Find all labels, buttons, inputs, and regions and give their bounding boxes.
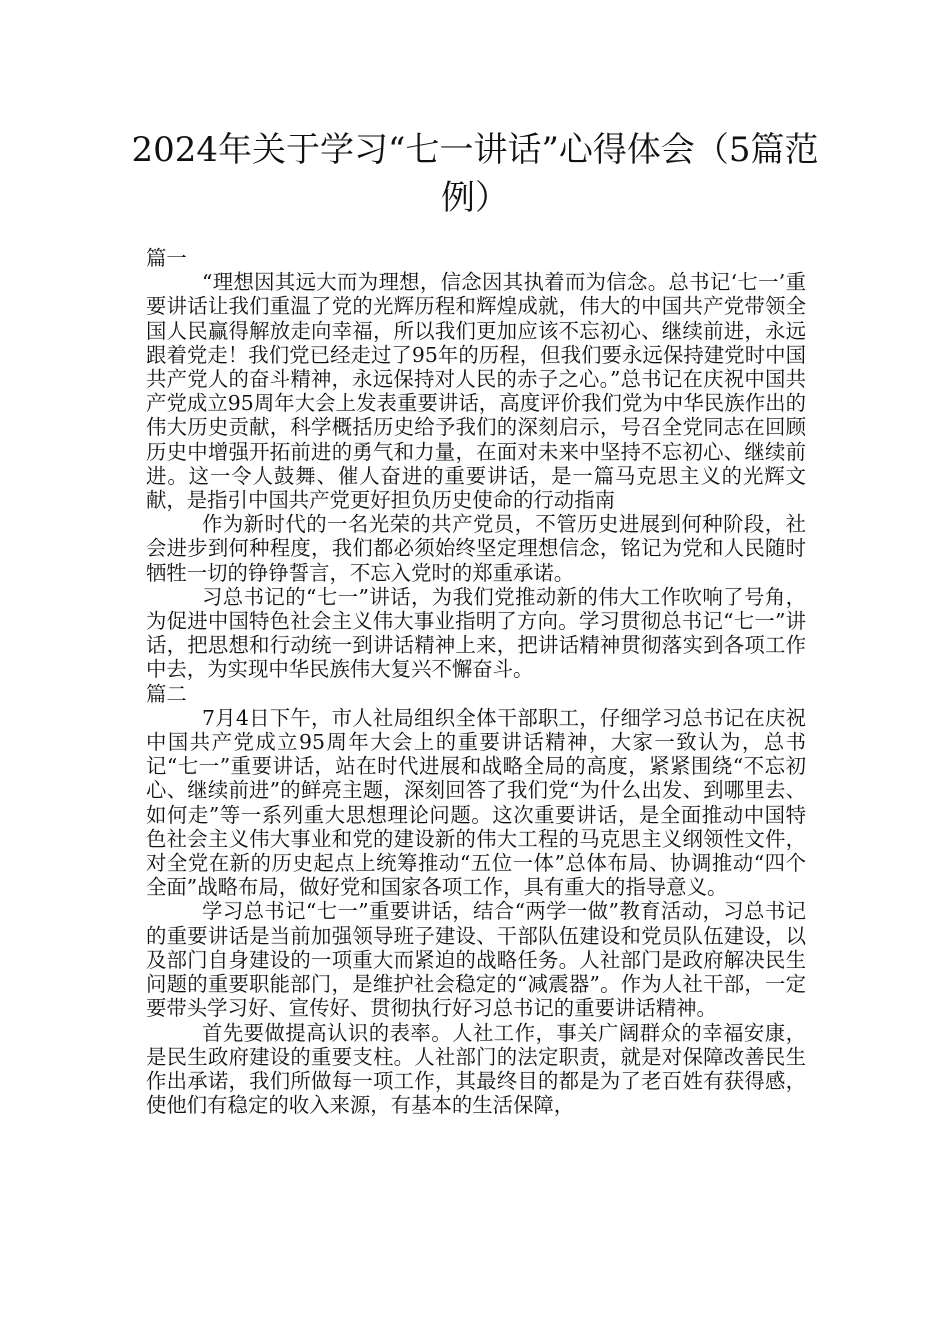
- document-body: [146, 246, 806, 1117]
- paragraph: 习总书记的“七一”讲话，为我们党推动新的伟大工作吹响了号角，为促进中国特色社会主义伟大事业指明了方向。学习贯彻总书记“七一”讲话，把思想和行动统一到讲话精神上来，把讲话精神贯彻落实到各项工作中去，为实现中华民族伟大复兴不懈奋斗。: [146, 584, 806, 682]
- paragraph: 7月4日下午，市人社局组织全体干部职工，仔细学习总书记在庆祝中国共产党成立95周年大会上的重要讲话精神，大家一致认为，总书记“七一”重要讲话，站在时代进展和战略全局的高度，紧紧围绕“不忘初心、继续前进”的鲜亮主题，深刻回答了我们党“为什么出发、到哪里去、如何走”等一系列重大思想理论问题。这次重要讲话，是全面推动中国特色社会主义伟大事业和党的建设新的伟大工程的马克思主义纲领性文件，对全党在新的历史起点上统筹推动“五位一体”总体布局、协调推动“四个全面”战略布局，做好党和国家各项工作，具有重大的指导意义。: [146, 705, 806, 900]
- paragraph: 学习总书记“七一”重要讲话，结合“两学一做”教育活动，习总书记的重要讲话是当前加强领导班子建设、干部队伍建设和党员队伍建设，以及部门自身建设的一项重大而紧迫的战略任务。人社部门是政府解决民生问题的重要职能部门，是维护社会稳定的“减震器”。作为人社干部，一定要带头学习好、宣传好、贯彻执行好习总书记的重要讲话精神。: [146, 899, 806, 1021]
- paragraph: 作为新时代的一名光荣的共产党员，不管历史进展到何种阶段，社会进步到何种程度，我们都必须始终坚定理想信念，铭记为党和人民随时牺牲一切的铮铮誓言，不忘入党时的郑重承诺。: [146, 512, 806, 585]
- section-heading-1: 篇一: [146, 246, 187, 270]
- document-title: 2024年关于学习“七一讲话”心得体会（5篇范例）: [131, 130, 819, 218]
- section-heading-2: 篇二: [146, 681, 187, 706]
- paragraph: “理想因其远大而为理想，信念因其执着而为信念。总书记‘七一’重要讲话让我们重温了党的光辉历程和辉煌成就，伟大的中国共产党带领全国人民赢得解放走向幸福，所以我们更加应该不忘初心、继续前进，永远跟着党走！我们党已经走过了95年的历程，但我们要永远保持建党时中国共产党人的奋斗精神，永远保持对人民的赤子之心。”总书记在庆祝中国共产党成立95周年大会上发表重要讲话，高度评价我们党为中华民族作出的伟大历史贡献，科学概括历史给予我们的深刻启示，号召全党同志在回顾历史中增强开拓前进的勇气和力量，在面对未来中坚持不忘初心、继续前进。这一令人鼓舞、催人奋进的重要讲话，是一篇马克思主义的光辉文献，是指引中国共产党更好担负历史使命的行动指南: [146, 270, 806, 513]
- paragraph: 首先要做提高认识的表率。人社工作，事关广阔群众的幸福安康，是民生政府建设的重要支柱。人社部门的法定职责，就是对保障改善民生作出承诺，我们所做每一项工作，其最终目的都是为了老百姓有获得感，使他们有稳定的收入来源，有基本的生活保障，: [146, 1020, 806, 1118]
